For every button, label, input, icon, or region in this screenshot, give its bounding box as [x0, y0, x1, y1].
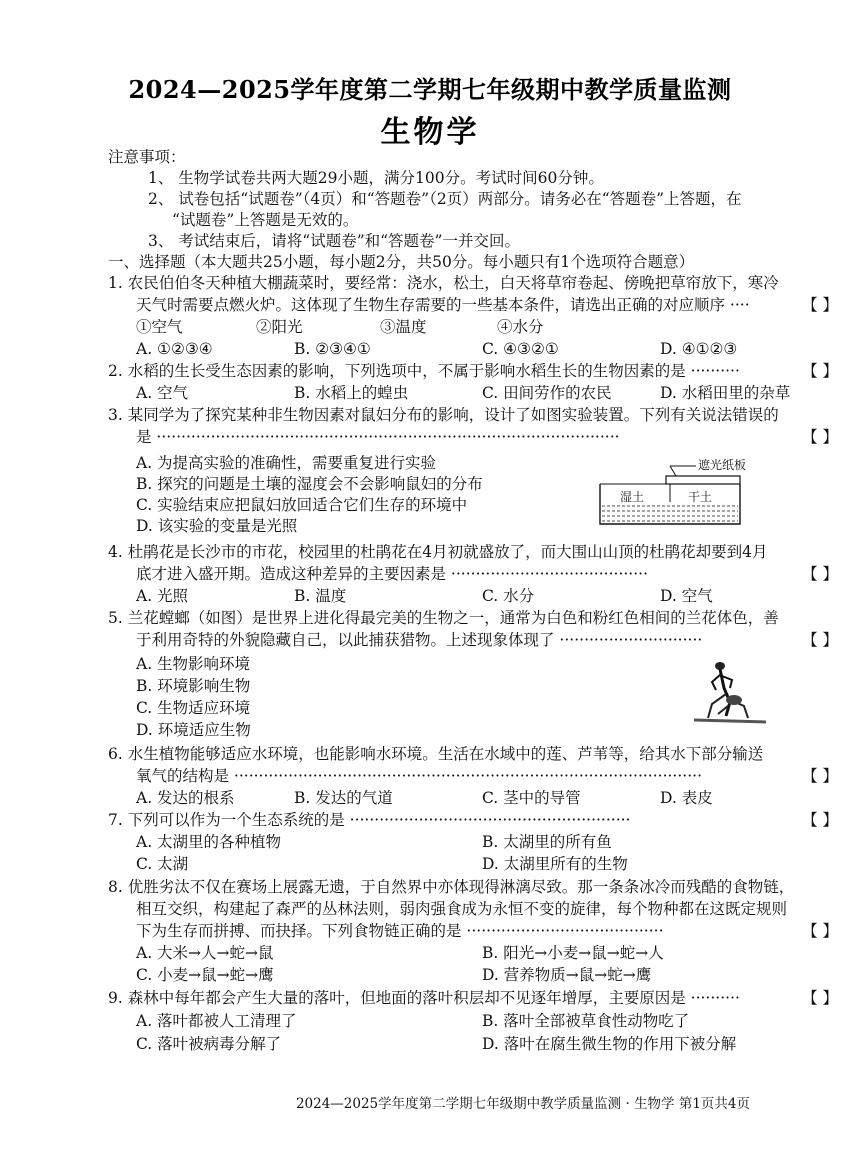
- mantis-head: [715, 662, 725, 670]
- question-6-option-b: B. 发达的气道: [294, 789, 393, 807]
- question-1-text: 天气时需要点燃火炉。这体现了生物生存需要的一些基本条件，请选出正确的对应顺序 ····: [136, 296, 750, 314]
- question-8-text: 下为生存而拼搏、而抉择。下列食物链正确的是 ········································: [136, 922, 664, 940]
- question-6-option-c: C. 茎中的导管: [482, 789, 581, 807]
- answer-bracket: 【 】: [802, 631, 838, 649]
- notice-item: 3、 考试结束后，请将“试题卷”和“答题卷”一并交回。: [148, 232, 520, 250]
- question-3-option-c: C. 实验结束应把鼠妇放回适合它们生存的环境中: [136, 496, 468, 514]
- cover-pointer-line: [670, 466, 676, 476]
- question-9-option-d: D. 落叶在腐生微生物的作用下被分解: [482, 1035, 737, 1053]
- question-2-option-b: B. 水稻上的蝗虫: [294, 384, 409, 402]
- question-4-text: 底才进入盛开期。造成这种差异的主要因素是 ········································: [136, 565, 649, 583]
- question-5-option-a: A. 生物影响环境: [136, 655, 251, 673]
- question-4-option-a: A. 光照: [136, 587, 189, 605]
- question-2-option-a: A. 空气: [136, 384, 189, 402]
- question-4-option-b: B. 温度: [294, 587, 347, 605]
- experiment-diagram-svg: [580, 452, 780, 532]
- question-5-text: 于利用奇特的外貌隐藏自己，以此捕获猎物。上述现象体现了 ·····························: [136, 631, 703, 649]
- cover-label: 遮光纸板: [698, 458, 747, 472]
- question-5-option-c: C. 生物适应环境: [136, 699, 251, 717]
- mantis-abdomen: [726, 695, 742, 705]
- question-6-text: 氧气的结构是 ·······························································································: [136, 767, 702, 785]
- question-1-option-d: D. ④①②③: [660, 340, 738, 358]
- answer-bracket: 【 】: [802, 296, 838, 314]
- light-cover-board: [666, 476, 740, 484]
- question-8-text: 8. 优胜劣汰不仅在赛场上展露无遗，于自然界中亦体现得淋漓尽致。那一条条冰冷而残酷的食物链，: [108, 878, 795, 896]
- wet-soil-label: 湿土: [620, 490, 645, 504]
- question-1-item: ③温度: [380, 318, 427, 336]
- question-3-text: 是 ······························································································: [136, 428, 620, 446]
- question-9-text: 9. 森林中每年都会产生大量的落叶，但地面的落叶积层却不见逐年增厚，主要原因是 ··········: [108, 989, 740, 1007]
- question-7-option-b: B. 太湖里的所有鱼: [482, 833, 612, 851]
- question-4-option-c: C. 水分: [482, 587, 535, 605]
- answer-bracket: 【 】: [802, 428, 838, 446]
- notice-item: 2、 试卷包括“试题卷”（4页）和“答题卷”（2页）两部分。请务必在“答题卷”上答题，在: [148, 190, 742, 208]
- question-8-option-c: C. 小麦→鼠→蛇→鹰: [136, 966, 274, 984]
- orchid-mantis-icon: [690, 654, 770, 728]
- question-5-option-d: D. 环境适应生物: [136, 721, 251, 739]
- question-7-text: 7. 下列可以作为一个生态系统的是 ·························································: [108, 811, 631, 829]
- answer-bracket: 【 】: [802, 565, 838, 583]
- question-1-item: ④水分: [497, 318, 544, 336]
- question-5-text: 5. 兰花螳螂（如图）是世界上进化得最完美的生物之一，通常为白色和粉红色相间的兰花体色，善: [108, 609, 779, 627]
- question-1-item: ②阳光: [256, 318, 303, 336]
- question-1-text: 1. 农民伯伯冬天种植大棚蔬菜时，要经常：浇水，松土，白天将草帘卷起、傍晚把草帘放下，寒冷: [108, 274, 779, 292]
- question-3-option-d: D. 该实验的变量是光照: [136, 517, 298, 535]
- question-7-option-a: A. 太湖里的各种植物: [136, 833, 282, 851]
- section-heading: 一、选择题（本大题共25小题，每小题2分，共50分。每小题只有1个选项符合题意）: [108, 253, 695, 271]
- question-8-text: 相互交织，构建起了森严的丛林法则，弱肉强食成为永恒不变的旋律，每个物种都在这既定规则: [136, 900, 788, 918]
- answer-bracket: 【 】: [802, 811, 838, 829]
- question-3-option-b: B. 探究的问题是土壤的湿度会不会影响鼠妇的分布: [136, 475, 483, 493]
- question-1-option-c: C. ④③②①: [482, 340, 559, 358]
- dry-soil-label: 干土: [688, 490, 713, 504]
- notice-item: 1、 生物学试卷共两大题29小题，满分100分。考试时间60分钟。: [148, 169, 604, 187]
- answer-bracket: 【 】: [802, 989, 838, 1007]
- notice-heading: 注意事项：: [108, 148, 186, 166]
- question-9-option-a: A. 落叶都被人工清理了: [136, 1012, 297, 1030]
- exam-title: 2024—2025学年度第二学期七年级期中教学质量监测: [128, 75, 732, 104]
- question-9-option-b: B. 落叶全部被草食性动物吃了: [482, 1012, 690, 1030]
- question-6-text: 6. 水生植物能够适应水环境，也能影响水环境。生活在水域中的莲、芦苇等，给其水下部分输送: [108, 745, 764, 763]
- question-4-option-d: D. 空气: [660, 587, 713, 605]
- notice-item: “试题卷”上答题是无效的。: [172, 211, 359, 229]
- question-8-option-a: A. 大米→人→蛇→鼠: [136, 944, 274, 962]
- question-3-text: 3. 某同学为了探究某种非生物因素对鼠妇分布的影响，设计了如图实验装置。下列有关说法错误的: [108, 406, 779, 424]
- answer-bracket: 【 】: [802, 767, 838, 785]
- question-7-option-d: D. 太湖里所有的生物: [482, 855, 628, 873]
- answer-bracket: 【 】: [802, 922, 838, 940]
- question-2-text: 2. 水稻的生长受生态因素的影响，下列选项中，不属于影响水稻生长的生物因素的是 ··········: [108, 362, 740, 380]
- question-4-text: 4. 杜鹃花是长沙市的市花，校园里的杜鹃花在4月初就盛放了，而大围山山顶的杜鹃花却要到4月: [108, 543, 768, 561]
- question-7-option-c: C. 太湖: [136, 855, 189, 873]
- question-3-option-a: A. 为提高实验的准确性，需要重复进行实验: [136, 454, 437, 472]
- question-9-option-c: C. 落叶被病毒分解了: [136, 1035, 282, 1053]
- question-1-option-b: B. ②③④①: [294, 340, 371, 358]
- mantis-leg: [708, 694, 726, 718]
- question-1-option-a: A. ①②③④: [136, 340, 213, 358]
- question-6-option-a: A. 发达的根系: [136, 789, 235, 807]
- mantis-foreleg: [712, 674, 721, 690]
- question-6-option-d: D. 表皮: [660, 789, 713, 807]
- question-5-option-b: B. 环境影响生物: [136, 677, 251, 695]
- question-2-option-c: C. 田间劳作的农民: [482, 384, 612, 402]
- experiment-diagram: [580, 452, 780, 532]
- question-8-option-b: B. 阳光→小麦→鼠→蛇→人: [482, 944, 664, 962]
- question-8-option-d: D. 营养物质→鼠→蛇→鹰: [482, 966, 652, 984]
- subject-title: 生物学: [380, 115, 480, 150]
- answer-bracket: 【 】: [802, 362, 838, 380]
- question-1-item: ①空气: [136, 318, 183, 336]
- orchid-mantis-image: [690, 654, 770, 728]
- question-2-option-d: D. 水稻田里的杂草: [660, 384, 791, 402]
- page-footer: 2024—2025学年度第二学期七年级期中教学质量监测 · 生物学 第1页共4页: [295, 1096, 750, 1112]
- branch-shape: [694, 720, 766, 722]
